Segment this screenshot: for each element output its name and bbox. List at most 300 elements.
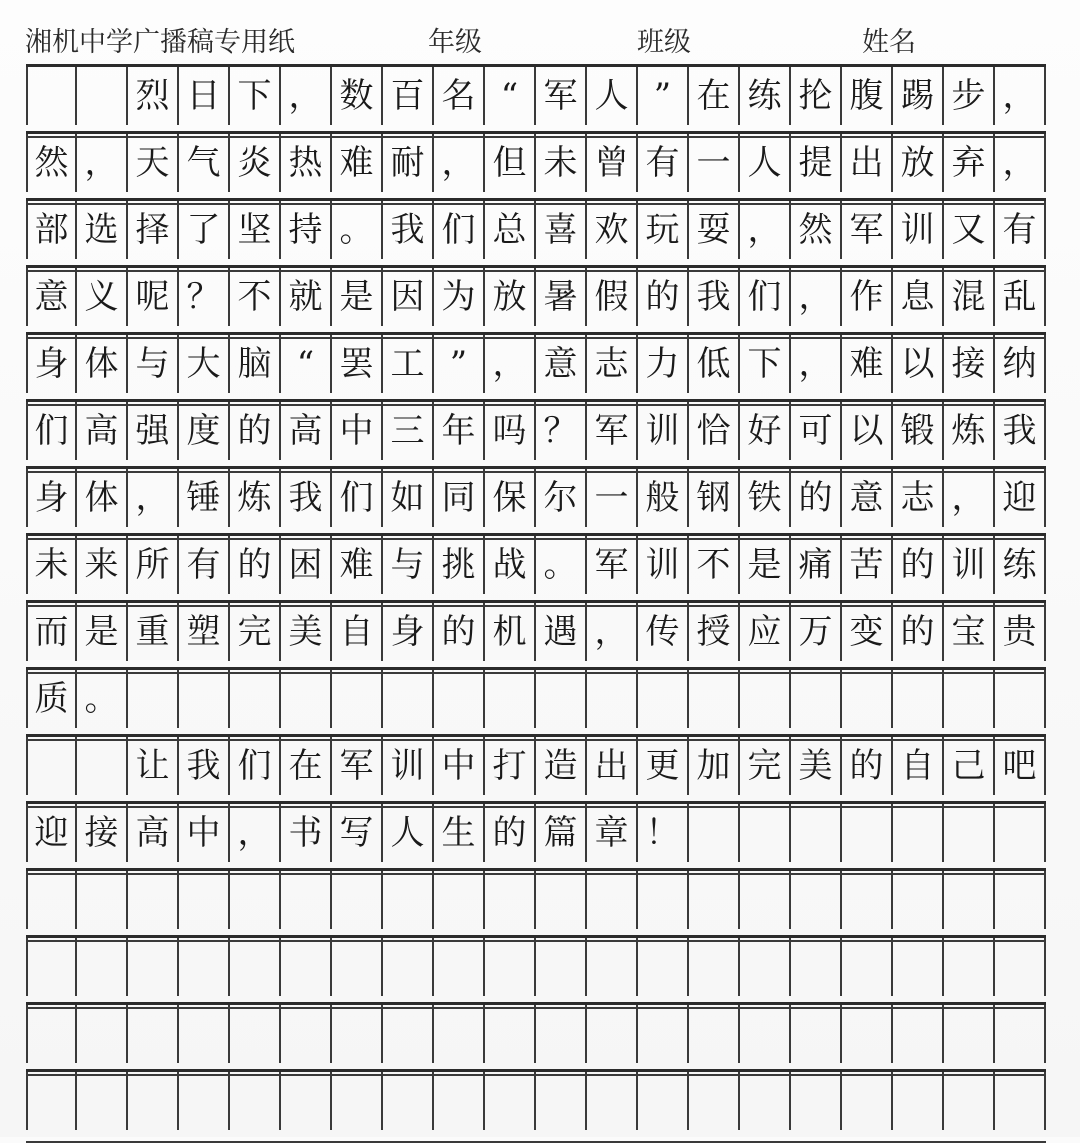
grid-cell: 然 [26,134,77,192]
grid-cell: ” [638,67,689,125]
grid-cell [281,1005,332,1063]
grid-cell: 己 [944,737,995,795]
grid-cell [689,938,740,996]
grid-cell [638,670,689,728]
grid-cell: 人 [383,804,434,862]
grid-cell: 高 [281,402,332,460]
grid-cell: 应 [740,603,791,661]
grid-cell [383,871,434,929]
grid-cell: 迎 [995,469,1046,527]
grid-cell [230,1072,281,1130]
grid-cell: 质 [26,670,77,728]
grid-cell: 万 [791,603,842,661]
grid-cell [77,871,128,929]
grid-cell: 义 [77,268,128,326]
grid-cell: 的 [893,536,944,594]
grid-cell: ， [944,469,995,527]
grid-cell: 训 [638,402,689,460]
grid-cell: 同 [434,469,485,527]
grid-cell [332,871,383,929]
grid-cell [128,1072,179,1130]
grid-cell: 息 [893,268,944,326]
grid-cell [689,804,740,862]
grid-row [26,466,1046,527]
grid-cell: 罢 [332,335,383,393]
grid-cell: 混 [944,268,995,326]
grid-row [26,600,1046,661]
grid-cell: 军 [332,737,383,795]
grid-cell: 工 [383,335,434,393]
grid-cell [230,871,281,929]
grid-cell [893,804,944,862]
grid-cell: 们 [230,737,281,795]
grid-cell: 百 [383,67,434,125]
grid-cell: 如 [383,469,434,527]
grid-cell [893,871,944,929]
class-label: 班级 [637,27,691,58]
grid-cell [689,1072,740,1130]
grid-cell [383,938,434,996]
grid-cell: 挑 [434,536,485,594]
grid-cell: 训 [893,201,944,259]
grid-cell: 练 [740,67,791,125]
grid-cell [842,938,893,996]
grid-cell [281,670,332,728]
grid-cell [740,804,791,862]
grid-cell: 耍 [689,201,740,259]
grid-cell: 坚 [230,201,281,259]
grid-cell: 完 [740,737,791,795]
grid-cell: 步 [944,67,995,125]
grid-cell [332,1005,383,1063]
grid-cell [893,938,944,996]
grid-cell: 中 [332,402,383,460]
grid-cell: 出 [587,737,638,795]
grid-cell [638,1072,689,1130]
grid-row [26,533,1046,594]
grid-cell: 弃 [944,134,995,192]
grid-cell: 抡 [791,67,842,125]
grid-cell [995,804,1046,862]
grid-cell [179,938,230,996]
grid-cell: 体 [77,469,128,527]
grid-cell: 恰 [689,402,740,460]
grid-cell: 我 [281,469,332,527]
grid-cell [26,737,77,795]
grid-cell: 接 [944,335,995,393]
grid-cell: 自 [332,603,383,661]
grid-cell: 身 [26,469,77,527]
grid-cell [995,871,1046,929]
grid-cell: 放 [893,134,944,192]
grid-cell: 保 [485,469,536,527]
grid-cell: 年 [434,402,485,460]
grid-cell: 在 [689,67,740,125]
grid-cell: 有 [179,536,230,594]
grid-cell: 踢 [893,67,944,125]
grid-cell [77,67,128,125]
grid-cell [281,938,332,996]
grid-cell: 重 [128,603,179,661]
grid-cell: 遇 [536,603,587,661]
grid-cell [995,1005,1046,1063]
grid-cell: 就 [281,268,332,326]
grid-cell [332,1072,383,1130]
grid-cell: 因 [383,268,434,326]
grid-cell: 数 [332,67,383,125]
grid-cell: 是 [332,268,383,326]
grid-cell: 完 [230,603,281,661]
grid-cell: ， [128,469,179,527]
grid-cell: 的 [791,469,842,527]
grid-cell [689,670,740,728]
grid-cell: 加 [689,737,740,795]
grid-cell [128,938,179,996]
grid-cell [944,804,995,862]
grid-cell: 中 [179,804,230,862]
grid-cell [230,1005,281,1063]
grid-cell [740,1072,791,1130]
grid-cell: 呢 [128,268,179,326]
grid-cell [179,871,230,929]
grid-cell: 未 [26,536,77,594]
grid-cell: ， [434,134,485,192]
grid-cell [536,1072,587,1130]
grid-cell: 的 [638,268,689,326]
sheet-header [0,0,1080,62]
grid-cell [179,1005,230,1063]
grid-cell [995,938,1046,996]
grid-cell: 喜 [536,201,587,259]
grid-row [26,868,1046,929]
grid-cell: 自 [893,737,944,795]
grid-cell: 我 [179,737,230,795]
grid-cell: 书 [281,804,332,862]
grid-cell: 锤 [179,469,230,527]
grid-cell [842,670,893,728]
grid-cell [128,871,179,929]
grid-cell [587,670,638,728]
grid-row [26,1069,1046,1130]
grid-cell: 机 [485,603,536,661]
grid-cell [893,670,944,728]
grid-cell [434,938,485,996]
grid-cell: 曾 [587,134,638,192]
grid-cell [842,804,893,862]
grid-cell: 提 [791,134,842,192]
grid-cell: 。 [77,670,128,728]
grid-cell [842,1005,893,1063]
grid-cell [638,1005,689,1063]
grid-cell: 择 [128,201,179,259]
grid-cell [26,67,77,125]
grid-cell [485,670,536,728]
grid-cell: 名 [434,67,485,125]
grid-cell [383,1072,434,1130]
grid-cell [179,1072,230,1130]
grid-cell: 与 [128,335,179,393]
grid-cell: 接 [77,804,128,862]
grid-cell: 宝 [944,603,995,661]
grid-cell: 意 [26,268,77,326]
grid-cell: 乱 [995,268,1046,326]
grid-cell: 低 [689,335,740,393]
grid-cell [995,1072,1046,1130]
grid-cell [587,871,638,929]
grid-cell [77,938,128,996]
grid-cell: ， [77,134,128,192]
grid-cell: 作 [842,268,893,326]
grid-cell [587,938,638,996]
grid-cell: 中 [434,737,485,795]
grid-cell: 变 [842,603,893,661]
grid-cell [944,1072,995,1130]
grid-cell [791,670,842,728]
grid-cell: 意 [536,335,587,393]
grid-cell: 烈 [128,67,179,125]
grid-cell [230,670,281,728]
grid-cell: 有 [995,201,1046,259]
grid-cell: 纳 [995,335,1046,393]
grid-cell: ！ [638,804,689,862]
grid-cell: 。 [536,536,587,594]
grid-cell: 放 [485,268,536,326]
grid-cell: ， [587,603,638,661]
grid-cell: 的 [893,603,944,661]
grid-cell: 军 [587,402,638,460]
grid-cell: 出 [842,134,893,192]
grid-cell: 美 [281,603,332,661]
grid-cell: 是 [740,536,791,594]
grid-cell [689,871,740,929]
grid-cell [485,871,536,929]
grid-cell [995,670,1046,728]
grid-cell: 传 [638,603,689,661]
grid-cell: 好 [740,402,791,460]
grid-cell [536,871,587,929]
grid-cell [740,670,791,728]
grid-cell: 们 [332,469,383,527]
grid-cell: 授 [689,603,740,661]
grid-cell [944,1005,995,1063]
grid-cell: 我 [689,268,740,326]
grid-cell: ， [740,201,791,259]
grid-cell: ， [995,134,1046,192]
grid-cell [434,1072,485,1130]
grid-cell [740,871,791,929]
grid-cell [332,938,383,996]
grid-row [26,667,1046,728]
grid-cell: ， [791,268,842,326]
grid-cell: 们 [434,201,485,259]
grid-cell [791,1005,842,1063]
grid-cell: 强 [128,402,179,460]
grid-cell: ， [281,67,332,125]
grid-cell: 又 [944,201,995,259]
grid-cell [383,1005,434,1063]
grid-cell [230,938,281,996]
grid-cell: 脑 [230,335,281,393]
grid-cell: 般 [638,469,689,527]
sheet-title: 湘机中学广播稿专用纸 [25,27,295,58]
grid-row [26,399,1046,460]
grid-cell [434,1005,485,1063]
grid-cell: 生 [434,804,485,862]
grid-cell: 高 [128,804,179,862]
grid-cell: 痛 [791,536,842,594]
grid-cell [485,1005,536,1063]
grid-row [26,801,1046,862]
grid-cell [740,938,791,996]
grid-cell: 假 [587,268,638,326]
grid-cell: 不 [230,268,281,326]
grid-row [26,935,1046,996]
grid-cell [281,871,332,929]
grid-cell: ” [434,335,485,393]
grid-cell [281,1072,332,1130]
grid-cell: 写 [332,804,383,862]
grid-cell: ？ [179,268,230,326]
grid-row [26,1002,1046,1063]
grid-cell: 人 [740,134,791,192]
grid-cell: 难 [332,536,383,594]
grid-cell: 军 [587,536,638,594]
grid-cell: 而 [26,603,77,661]
grid-cell [893,1072,944,1130]
grid-cell: 炼 [230,469,281,527]
name-label: 姓名 [862,27,916,58]
grid-cell: 炎 [230,134,281,192]
grid-cell: 军 [536,67,587,125]
grid-cell [944,871,995,929]
grid-cell: 塑 [179,603,230,661]
grid-cell: ， [230,804,281,862]
grid-row [26,332,1046,393]
grid-row [26,734,1046,795]
grid-cell: 身 [383,603,434,661]
grid-cell: 一 [689,134,740,192]
grid-cell: 训 [638,536,689,594]
grid-cell: 的 [230,536,281,594]
grid-cell [128,670,179,728]
grid-cell: 志 [893,469,944,527]
grid-cell: “ [485,67,536,125]
grid-cell [536,670,587,728]
grid-cell: 章 [587,804,638,862]
grid-cell: 的 [434,603,485,661]
grid-cell: 选 [77,201,128,259]
grid-cell [842,1072,893,1130]
grid-cell: 以 [893,335,944,393]
grid-cell: 苦 [842,536,893,594]
grid-cell: 欢 [587,201,638,259]
grid-cell: 篇 [536,804,587,862]
grid-cell [638,938,689,996]
grid-cell: 的 [842,737,893,795]
grid-cell: 可 [791,402,842,460]
grid-cell: 钢 [689,469,740,527]
grid-cell: 总 [485,201,536,259]
grid-cell: 打 [485,737,536,795]
grid-cell [791,871,842,929]
grid-row [26,265,1046,326]
grid-cell: 与 [383,536,434,594]
grid-cell: 吗 [485,402,536,460]
grid-cell [26,938,77,996]
grid-cell: 铁 [740,469,791,527]
grid-cell: 以 [842,402,893,460]
grid-cell: 战 [485,536,536,594]
grid-cell [77,737,128,795]
grid-cell: 一 [587,469,638,527]
grid-cell: ， [791,335,842,393]
grid-cell: 天 [128,134,179,192]
grid-cell: 高 [77,402,128,460]
grid-cell: 但 [485,134,536,192]
grid-cell: 锻 [893,402,944,460]
grid-cell: 然 [791,201,842,259]
grid-cell: 我 [995,402,1046,460]
grid-cell: 迎 [26,804,77,862]
grid-cell: 练 [995,536,1046,594]
grid-cell: 们 [26,402,77,460]
grade-label: 年级 [428,27,482,58]
grid-cell [26,1072,77,1130]
grid-cell: 让 [128,737,179,795]
grid-cell [485,1072,536,1130]
grid-cell: 持 [281,201,332,259]
grid-cell [740,1005,791,1063]
grid-cell [434,871,485,929]
grid-cell: 为 [434,268,485,326]
grid-cell: 训 [944,536,995,594]
grid-cell: 难 [842,335,893,393]
grid-cell: 贵 [995,603,1046,661]
grid-cell [689,1005,740,1063]
grid-cell: 耐 [383,134,434,192]
grid-cell: 我 [383,201,434,259]
grid-cell: 身 [26,335,77,393]
grid-cell [383,670,434,728]
grid-cell: 更 [638,737,689,795]
grid-cell: 有 [638,134,689,192]
grid-cell: ， [995,67,1046,125]
grid-cell [179,670,230,728]
grid-cell: 尔 [536,469,587,527]
grid-cell: 军 [842,201,893,259]
grid-cell [485,938,536,996]
grid-cell: 力 [638,335,689,393]
grid-cell: 难 [332,134,383,192]
grid-cell [77,1005,128,1063]
grid-cell: 日 [179,67,230,125]
grid-cell: 吧 [995,737,1046,795]
grid-cell: 的 [230,402,281,460]
grid-cell: ， [485,335,536,393]
grid-cell [26,871,77,929]
grid-cell [77,1072,128,1130]
grid-cell [638,871,689,929]
grid-cell [791,804,842,862]
grid-row [26,198,1046,259]
grid-cell: 部 [26,201,77,259]
grid-cell: ？ [536,402,587,460]
grid-cell: 们 [740,268,791,326]
grid-cell [587,1005,638,1063]
grid-cell: 造 [536,737,587,795]
grid-cell: 气 [179,134,230,192]
grid-cell [536,1005,587,1063]
